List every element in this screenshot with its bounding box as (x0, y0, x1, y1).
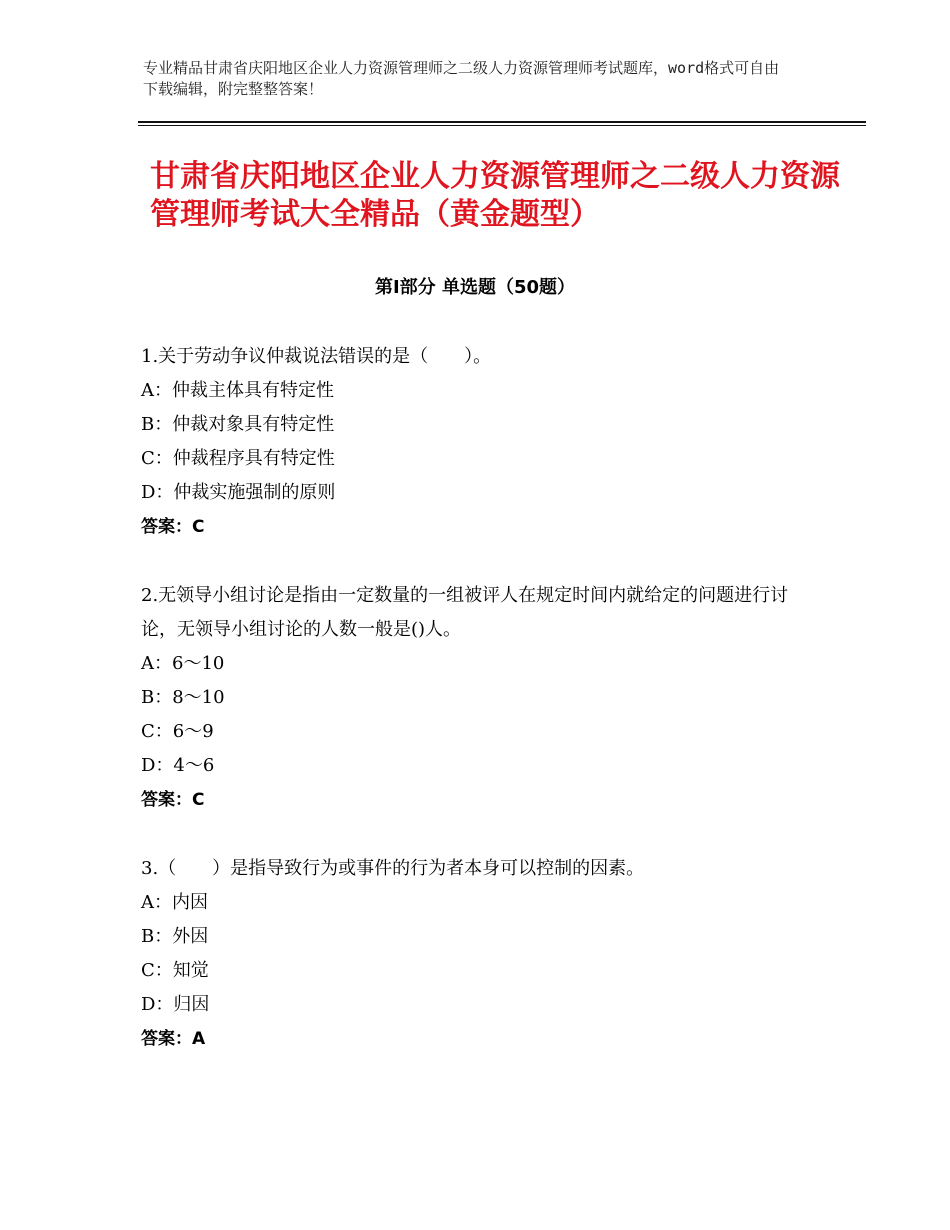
section-title: 第Ⅰ部分 单选题（50题） (374, 277, 575, 298)
question-stem: 1.关于劳动争议仲裁说法错误的是（ ）。 (141, 346, 492, 367)
document-title: 甘肃省庆阳地区企业人力资源管理师之二级人力资源管理师考试大全精品（黄金题型） (150, 159, 840, 232)
option-c: C：6～9 (141, 721, 214, 742)
question-3 (141, 852, 821, 1056)
question-stem: 2.无领导小组讨论是指由一定数量的一组被评人在规定时间内就给定的问题进行讨论，无领导小组讨论的人数一般是()人。 (141, 585, 789, 640)
option-d: D：归因 (141, 994, 210, 1015)
header-note: 专业精品甘肃省庆阳地区企业人力资源管理师之二级人力资源管理师考试题库，word格式可自由下载编辑，附完整整答案！ (143, 59, 780, 98)
option-b: B：仲裁对象具有特定性 (141, 414, 335, 435)
option-c: C：仲裁程序具有特定性 (141, 448, 335, 469)
question-1 (141, 340, 821, 544)
option-b: B：8～10 (141, 687, 225, 708)
answer: 答案：A (141, 1029, 206, 1049)
option-a: A：内因 (141, 892, 208, 913)
header-divider-thin (138, 125, 866, 126)
answer: 答案：C (141, 517, 205, 537)
option-d: D：仲裁实施强制的原则 (141, 482, 336, 503)
option-d: D：4～6 (141, 755, 215, 776)
option-c: C：知觉 (141, 960, 209, 981)
question-stem: 3.（ ）是指导致行为或事件的行为者本身可以控制的因素。 (141, 858, 645, 879)
option-a: A：6～10 (141, 653, 225, 674)
question-2 (141, 579, 821, 817)
header-divider-thick (138, 121, 866, 123)
option-b: B：外因 (141, 926, 209, 947)
option-a: A：仲裁主体具有特定性 (141, 380, 334, 401)
answer: 答案：C (141, 790, 205, 810)
